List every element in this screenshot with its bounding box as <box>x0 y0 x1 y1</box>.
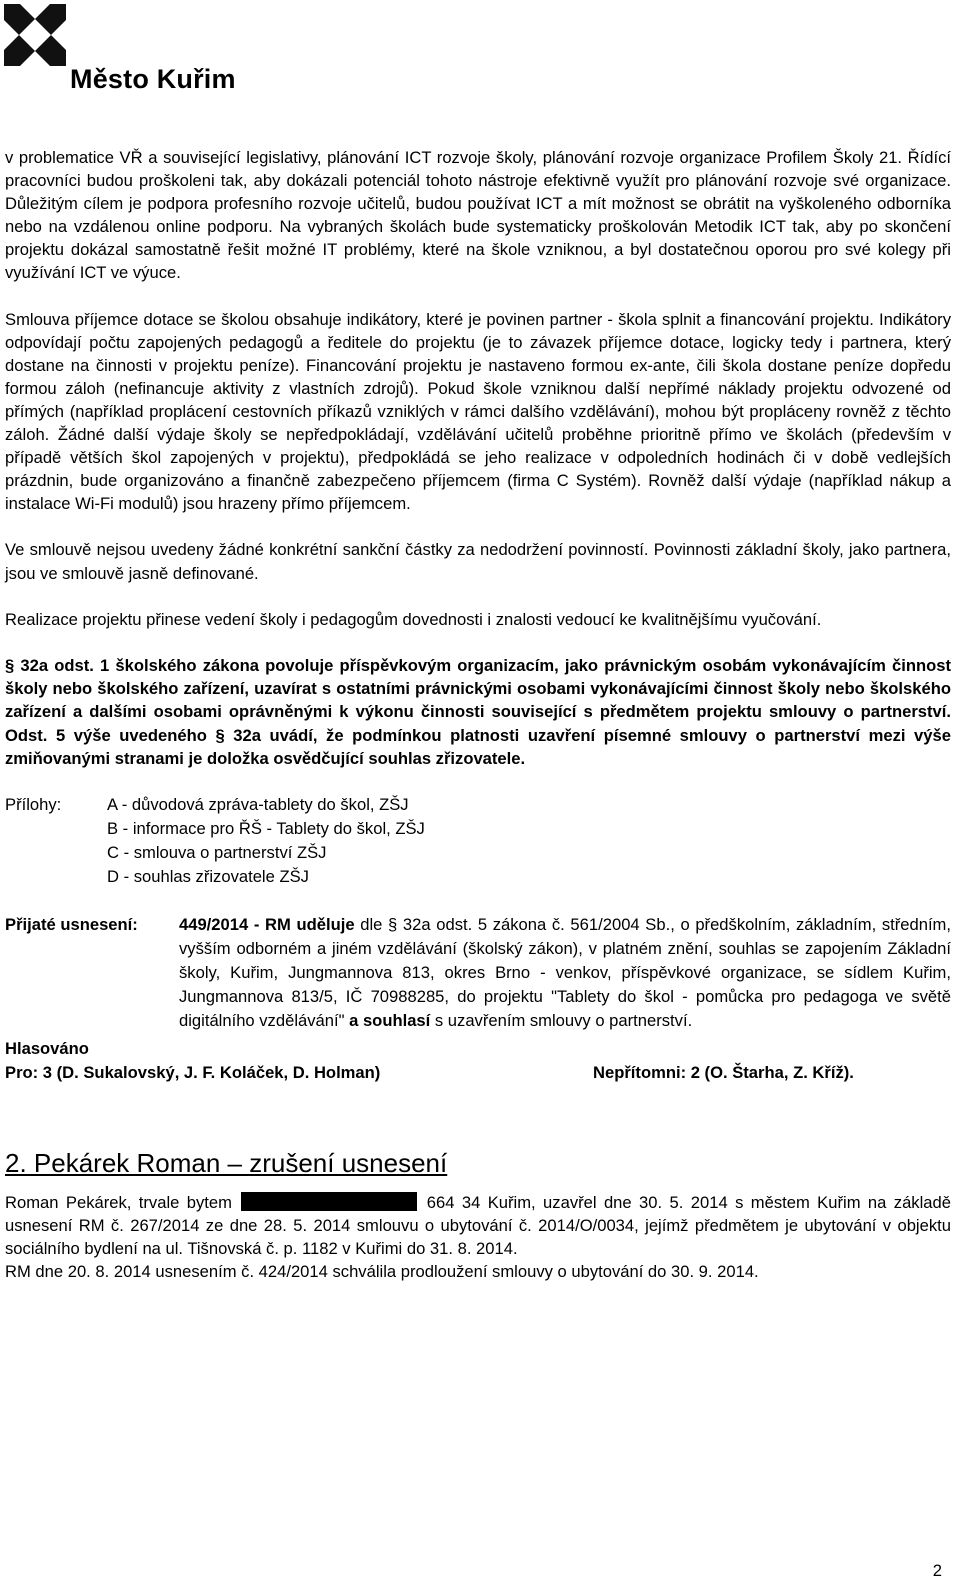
logo-mark-icon <box>4 4 66 66</box>
vote-absent: Nepřítomni: 2 (O. Štarha, Z. Kříž). <box>593 1063 854 1083</box>
attachments <box>5 793 951 889</box>
paragraph-contract-indicators: Smlouva příjemce dotace se školou obsahuje indikátory, které je povinen partner - škola splnit a financování projektu. Indikátory odpovídají počtu zapojených pedagogů a ředitele do projektu (je to závazek příjemce dotace, logicky tedy i partnera, který dostane na činnosti v projektu peníze). Financování projektu je nastaveno formou ex-ante, čili škola dostane peníze dopředu formou záloh (nefinancuje aktivity z vlastních zdrojů). Pokud škole vzniknou další nepřímé náklady projektu odvozené od přímých (například proplácení cestovních příkazů vzniklých v rámci dalšího vzdělávání), mohou být propláceny rovněž z těchto záloh. Žádné další výdaje školy se nepředpokládají, vzdělávání učitelů proběhne prioritně přímo ve školách (především v případě větších škol zapojených v projektu), předpokládá se jeho realizace v odpoledních hodinách či v době vedlejších prázdnin, bude organizováno a finančně zabezpečeno příjemcem (firma C Systém). Rovněž další výdaje (například nákup a instalace Wi-Fi modulů) jsou hrazeny přímo příjemcem. <box>5 309 951 514</box>
attachment-item: D - souhlas zřizovatele ZŠJ <box>107 867 309 887</box>
resolution-label: Přijaté usnesení: <box>5 915 138 935</box>
vote-row <box>5 1061 951 1085</box>
vote-title: Hlasováno <box>5 1039 89 1059</box>
vote-pro: Pro: 3 (D. Sukalovský, J. F. Koláček, D. Holman) <box>5 1063 381 1083</box>
attachment-item: B - informace pro ŘŠ - Tablety do škol, ZŠJ <box>107 819 425 839</box>
logo-text: Město Kuřim <box>70 64 236 94</box>
page-number: 2 <box>932 1561 942 1580</box>
resolution <box>5 913 951 1033</box>
section-sign: § <box>215 725 225 745</box>
paragraph-benefits: Realizace projektu přinese vedení školy i pedagogům dovednosti i znalosti vedoucí ke kvalitnějšímu vyučování. <box>5 609 822 629</box>
paragraph-legal-basis: § 32a odst. 1 školského zákona povoluje příspěvkovým organizacím, jako právnickým osobám vykonávajícím činnost školy nebo školského zařízení, uzavírat s ostatními právnickými osobami vykonávajícími činnost školy nebo školského zařízení a dalšími osobami oprávněnými k výkonu činnosti související s předmětem projektu smlouvy o partnerství. Odst. 5 výše uvedeného § 32a uvádí, že podmínkou platnosti uzavření písemné smlouvy o partnerství mezi výše zmiňovanými stranami je doložka osvědčující souhlas zřizovatele. <box>5 655 951 768</box>
attachment-item: A - důvodová zpráva-tablety do škol, ZŠJ <box>107 795 409 815</box>
section-sign: § <box>5 655 15 675</box>
paragraph-ict-training: v problematice VŘ a související legislativy, plánování ICT rozvoje školy, plánování rozvoje organizace Profilem Školy 21. Řídící pracovníci budou proškoleni tak, aby dokázali potenciál tohoto nástroje efektivně využít pro plánování rozvoje své organizace. Důležitým cílem je podpora profesního rozvoje učitelů, budou používat ICT a mít možnost se obrátit na vyškoleného odborníka nebo na vzdálenou online podporu. Na vybraných školách bude systematicky proškolován Metodik ICT tak, aby po skončení projektu dokázal samostatně řešit možné IT problémy, které na škole vzniknou, a byl dostatečnou oporou pro své kolegy při využívání ICT ve výuce. <box>5 148 951 283</box>
paragraph-pekarek: Roman Pekárek, trvale bytem 664 34 Kuřim, uzavřel dne 30. 5. 2014 s městem Kuřim na základě usnesení RM č. 267/2014 ze dne 28. 5. 2014 smlouvu o ubytování č. 2014/O/0034, jejímž předmětem je ubytování v objektu sociálního bydlení na ul. Tišnovská č. p. 1182 v Kuřimi do 31. 8. 2014. <box>5 1193 951 1259</box>
section-sign: § <box>388 915 398 935</box>
resolution-text: 449/2014 - RM uděluje dle § 32a odst. 5 zákona č. 561/2004 Sb., o předškolním, základním, středním, vyšším odborném a jiném vzdělávání (školský zákon), v platném znění, souhlas se zapojením Základní školy, Kuřim, Jungmannova 813, okres Brno - venkov, příspěvkové organizace, se sídlem Kuřim, Jungmannova 813/5, IČ 70988285, do projektu "Tablety do škol - pomůcka pro pedagoga ve světě digitálního vzdělávání" a souhlasí s uzavřením smlouvy o partnerství. <box>179 915 951 1031</box>
document-body <box>5 146 951 1284</box>
city-logo <box>4 4 254 96</box>
section-title: 2. Pekárek Roman – zrušení usnesení <box>5 1148 448 1179</box>
paragraph-sanctions: Ve smlouvě nejsou uvedeny žádné konkrétní sankční částky za nedodržení povinností. Povinnosti základní školy, jako partnera, jsou ve smlouvě jasně definované. <box>5 540 951 583</box>
attachments-label: Přílohy: <box>5 795 62 815</box>
attachment-item: C - smlouva o partnerství ZŠJ <box>107 843 327 863</box>
redacted-address <box>241 1192 417 1211</box>
resolution-number: 449/2014 - RM uděluje <box>179 915 355 935</box>
attachments-list <box>107 793 425 889</box>
paragraph-extension: RM dne 20. 8. 2014 usnesením č. 424/2014 schválila prodloužení smlouvy o ubytování do 30. 9. 2014. <box>5 1262 759 1282</box>
